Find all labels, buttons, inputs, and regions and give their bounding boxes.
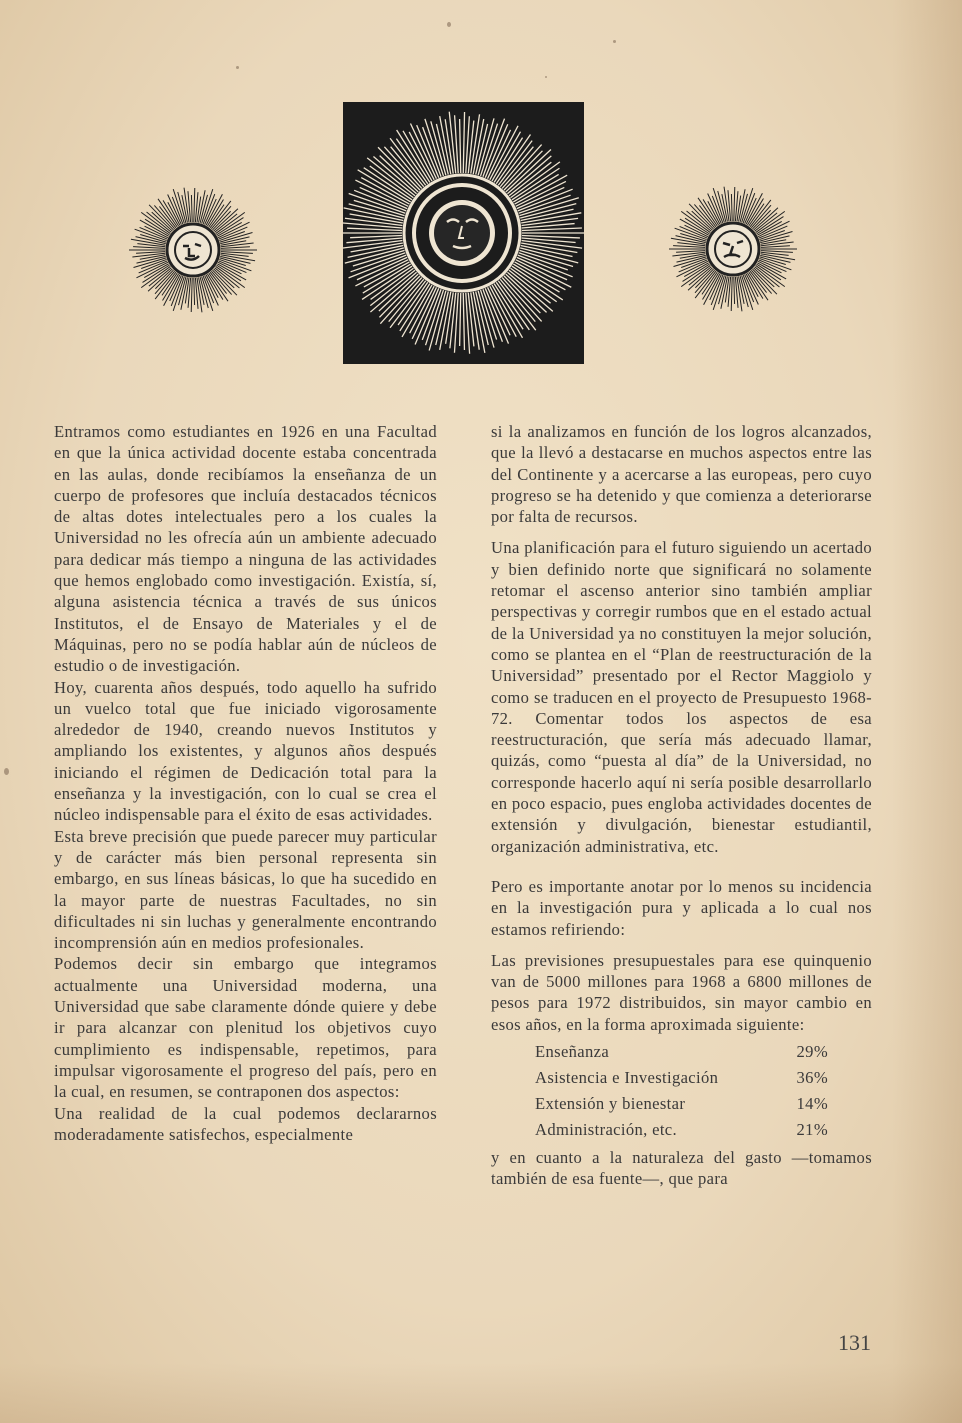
- small-sun-right-illustration: [667, 183, 800, 316]
- row-value: 21%: [796, 1120, 828, 1140]
- paragraph: Las previsiones presupuestales para ese quinquenio van de 5000 millones para 1968 a 6800 millones de pesos para 1972 distribuidos, sin mayor cambio en esos años, en la forma aproximada siguiente:: [491, 950, 872, 1034]
- row-label: Asistencia e Investigación: [535, 1068, 719, 1088]
- row-value: 14%: [796, 1094, 828, 1114]
- page-number: 131: [838, 1330, 871, 1355]
- row-label: Extensión y bienestar: [535, 1094, 686, 1114]
- page-shading-right: [892, 0, 962, 1423]
- paragraph: Una realidad de la cual podemos declararnos moderadamente satisfechos, especialmente: [54, 1103, 437, 1144]
- small-sun-left-illustration: [127, 184, 260, 317]
- table-row: [535, 1065, 872, 1091]
- page-shading-bottom: [0, 1363, 962, 1423]
- paragraph: Una planificación para el futuro siguiendo un acertado y bien definido norte que significará no solamente retomar el ascenso anterior sino también ampliar perspectivas y corregir rumbos que en el estado actual de la Universidad ya no constituyen la mejor solución, como se plantea en el “Plan de reestructuración de la Universidad” presentado por el Rector Maggiolo y como se traducen en el proyecto de Presupuesto 1968-72. Comentar todos los aspectos de esa reestructuración, que sería más adecuado llamar, quizás, como “puesta al día” de la Universidad, no corresponde hacerlo aquí ni sería posible desarrollarlo en poco espacio, pues engloba actividades docentes de extensión y divulgación, bienestar estudiantil, organización administrativa, etc.: [491, 538, 872, 856]
- paragraph: y en cuanto a la naturaleza del gasto —tomamos también de esa fuente—, que para: [491, 1148, 872, 1189]
- budget-distribution-table: [535, 1039, 872, 1143]
- row-label: Enseñanza: [535, 1042, 610, 1062]
- paragraph: Entramos como estudiantes en 1926 en una Facultad en que la única actividad docente estaba concentrada en las aulas, donde recibíamos la enseñanza de un cuerpo de profesores que incluía destacados técnicos de altas dotes intelectuales pero a los cuales la Universidad no les ofrecía aún un ambiente adecuado para dedicar más tiempo a ninguna de las actividades que hemos englobado como investigación. Existía, sí, alguna asistencia técnica a través de sus únicos Institutos, el de Ensayo de Materiales y el de Máquinas, pero no se podía hablar aún de núcleos de estudio o de investigación.: [54, 422, 437, 676]
- table-row: [535, 1091, 872, 1117]
- right-column: [491, 421, 872, 1190]
- paragraph: Hoy, cuarenta años después, todo aquello ha sufrido un vuelco total que fue iniciado vigorosamente alrededor de 1940, creando nuevos Institutos y ampliando los existentes, y algunos años después iniciando el régimen de Dedicación total para la enseñanza y la investigación, con lo cual se crea el núcleo indispensable para el éxito de esas actividades.: [54, 677, 437, 825]
- paragraph: Pero es importante anotar por lo menos su incidencia en la investigación pura y aplicada a lo cual nos estamos refiriendo:: [491, 876, 872, 939]
- sun-face-illustration: [343, 102, 584, 364]
- row-label: Administración, etc.: [535, 1120, 678, 1140]
- table-row: [535, 1039, 872, 1065]
- paragraph: Podemos decir sin embargo que integramos actualmente una Universidad moderna, una Universidad que sabe claramente dónde quiere y debe ir para alcanzar con plenitud los objetivos cuyo cumplimiento es indispensable, repetimos, para impulsar vigorosamente el progreso del país, pero en la cual, en resumen, se contraponen dos aspectos:: [54, 954, 437, 1102]
- row-value: 29%: [796, 1042, 828, 1062]
- paragraph: Esta breve precisión que puede parecer muy particular y de carácter más bien personal representa sin embargo, en sus líneas básicas, lo que ha sucedido en la mayor parte de nuestras Facultades, no sin dificultades ni sin luchas y generalmente encontrando incomprensión aún en medios profesionales.: [54, 826, 437, 953]
- row-value: 36%: [796, 1068, 828, 1088]
- paragraph: si la analizamos en función de los logros alcanzados, que la llevó a destacarse en muchos aspectos entre las del Continente y a acercarse a las europeas, pero cuyo progreso se ha detenido y que comienza a deteriorarse por falta de recursos.: [491, 422, 872, 527]
- left-column: [54, 421, 437, 1145]
- table-row: [535, 1117, 872, 1143]
